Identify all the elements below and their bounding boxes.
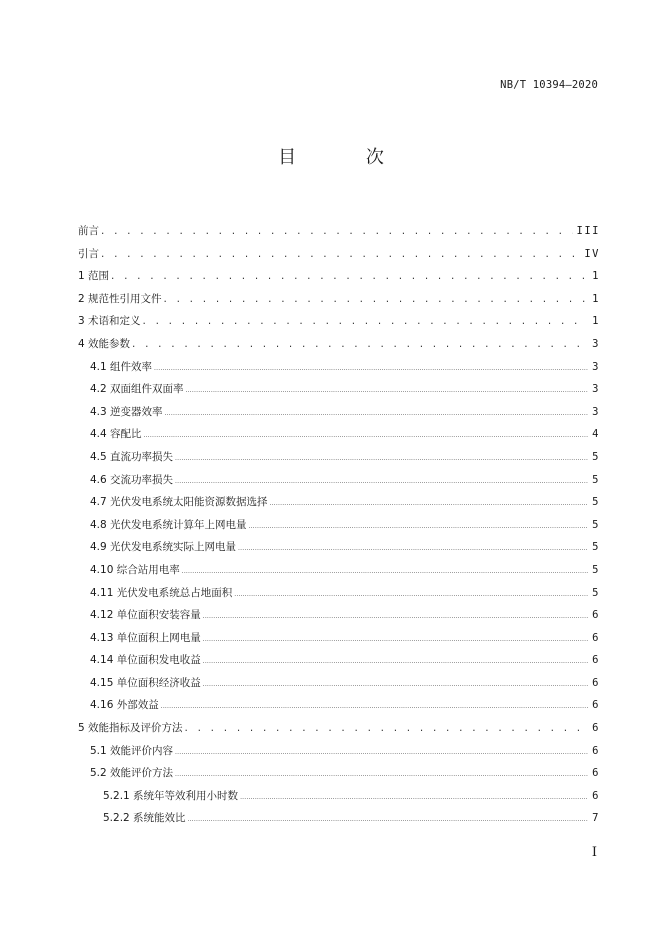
toc-entry[interactable] (78, 630, 600, 653)
toc-entry-page: 1 (592, 270, 600, 283)
toc-entry-label: 5.2 效能评价方法 (90, 767, 174, 780)
table-of-contents (78, 223, 600, 833)
toc-dot-leader (203, 681, 588, 688)
toc-entry-label: 4.9 光伏发电系统实际上网电量 (90, 541, 237, 554)
toc-entry-page: 6 (592, 631, 600, 644)
toc-entry[interactable] (78, 743, 600, 766)
toc-entry-page: 5 (592, 450, 600, 463)
toc-entry[interactable] (78, 788, 600, 811)
toc-dot-leader (249, 523, 589, 530)
toc-entry-page: 6 (592, 609, 600, 622)
toc-dot-leader (240, 794, 588, 801)
toc-entry[interactable] (78, 359, 600, 382)
toc-entry-page: 1 (592, 315, 600, 328)
toc-dot-leader (270, 500, 589, 507)
toc-dot-leader (175, 771, 588, 778)
toc-entry[interactable] (78, 607, 600, 630)
page-title: 目 次 (278, 147, 416, 168)
toc-entry-label: 5 效能指标及评价方法 (78, 722, 183, 735)
toc-entry-label: 3 术语和定义 (78, 315, 141, 328)
toc-entry-label: 4.5 直流功率损失 (90, 450, 174, 463)
toc-dot-leader (238, 545, 588, 552)
toc-entry-label: 4 效能参数 (78, 337, 131, 350)
toc-entry-label: 5.2.1 系统年等效利用小时数 (103, 789, 239, 802)
toc-entry-label: 4.2 双面组件双面率 (90, 383, 184, 396)
toc-entry-page: 6 (592, 654, 600, 667)
toc-dot-leader (132, 338, 588, 350)
toc-dot-leader (165, 410, 589, 417)
toc-dot-leader (186, 387, 589, 394)
toc-entry-label: 前言 (78, 225, 99, 237)
toc-entry-label: 4.14 单位面积发电收益 (90, 654, 201, 667)
toc-entry[interactable] (78, 223, 600, 246)
toc-entry-label: 4.10 综合站用电率 (90, 563, 180, 576)
toc-entry-label: 4.7 光伏发电系统太阳能资源数据选择 (90, 496, 268, 509)
toc-entry[interactable] (78, 765, 600, 788)
toc-entry[interactable] (78, 720, 600, 743)
toc-entry-page: 5 (592, 586, 600, 599)
toc-entry-label: 4.4 容配比 (90, 428, 142, 441)
toc-dot-leader (182, 568, 588, 575)
toc-entry-page: 5 (592, 496, 600, 509)
toc-dot-leader (203, 636, 588, 643)
toc-entry[interactable] (78, 652, 600, 675)
document-number: NB/T 10394—2020 (500, 79, 598, 91)
toc-entry[interactable] (78, 585, 600, 608)
toc-dot-leader (175, 455, 588, 462)
toc-dot-leader (203, 658, 588, 665)
toc-entry-page: 5 (592, 473, 600, 486)
toc-dot-leader (154, 365, 588, 372)
toc-dot-leader (175, 749, 588, 756)
toc-dot-leader (161, 703, 588, 710)
toc-entry[interactable] (78, 539, 600, 562)
toc-entry-page: 6 (592, 722, 600, 735)
toc-dot-leader (185, 722, 589, 734)
toc-entry[interactable] (78, 472, 600, 495)
toc-entry-page: 6 (592, 676, 600, 689)
toc-entry-page: 1 (592, 292, 600, 305)
toc-entry-page: 3 (592, 337, 600, 350)
toc-entry-label: 4.6 交流功率损失 (90, 473, 174, 486)
toc-dot-leader (175, 478, 588, 485)
toc-entry[interactable] (78, 291, 600, 314)
toc-entry-page: 5 (592, 518, 600, 531)
toc-entry-page: 5 (592, 563, 600, 576)
toc-dot-leader (188, 816, 589, 823)
toc-entry[interactable] (78, 449, 600, 472)
toc-entry[interactable] (78, 313, 600, 336)
toc-entry-page: 6 (592, 767, 600, 780)
toc-entry-page: 6 (592, 789, 600, 802)
toc-entry-label: 4.13 单位面积上网电量 (90, 631, 201, 644)
toc-dot-leader (203, 613, 588, 620)
toc-entry-label: 4.3 逆变器效率 (90, 405, 163, 418)
toc-entry-label: 2 规范性引用文件 (78, 292, 162, 305)
toc-entry[interactable] (78, 697, 600, 720)
toc-dot-leader (234, 591, 588, 598)
toc-entry-page: 3 (592, 383, 600, 396)
toc-entry-page: 4 (592, 428, 600, 441)
toc-entry[interactable] (78, 426, 600, 449)
toc-entry-page: 3 (592, 360, 600, 373)
toc-entry-page: IV (584, 247, 600, 260)
toc-entry-page: III (576, 225, 600, 237)
toc-entry-label: 4.15 单位面积经济收益 (90, 676, 201, 689)
toc-entry-label: 4.11 光伏发电系统总占地面积 (90, 586, 233, 599)
toc-entry-label: 4.8 光伏发电系统计算年上网电量 (90, 518, 247, 531)
toc-entry-label: 4.16 外部效益 (90, 699, 159, 712)
toc-entry-label: 5.2.2 系统能效比 (103, 812, 186, 825)
toc-entry-label: 4.12 单位面积安装容量 (90, 609, 201, 622)
toc-entry-page: 7 (592, 812, 600, 825)
toc-dot-leader (101, 248, 580, 260)
toc-dot-leader (144, 432, 589, 439)
toc-entry-page: 3 (592, 405, 600, 418)
toc-entry-page: 6 (592, 744, 600, 757)
toc-entry[interactable] (78, 810, 600, 833)
toc-entry[interactable] (78, 246, 600, 269)
toc-dot-leader (143, 315, 589, 327)
toc-entry[interactable] (78, 336, 600, 359)
toc-entry[interactable] (78, 494, 600, 517)
toc-entry[interactable] (78, 268, 600, 291)
toc-entry-page: 5 (592, 541, 600, 554)
toc-entry-label: 1 范围 (78, 270, 110, 283)
toc-entry[interactable] (78, 675, 600, 698)
toc-entry[interactable] (78, 381, 600, 404)
toc-dot-leader (164, 293, 589, 305)
toc-entry-label: 4.1 组件效率 (90, 360, 153, 373)
toc-entry-label: 5.1 效能评价内容 (90, 744, 174, 757)
toc-entry-label: 引言 (78, 247, 99, 260)
page-number: I (591, 845, 597, 860)
toc-entry[interactable] (78, 517, 600, 540)
toc-entry-page: 6 (592, 699, 600, 712)
toc-dot-leader (101, 225, 573, 237)
toc-dot-leader (111, 270, 588, 282)
toc-entry[interactable] (78, 404, 600, 427)
toc-entry[interactable] (78, 562, 600, 585)
